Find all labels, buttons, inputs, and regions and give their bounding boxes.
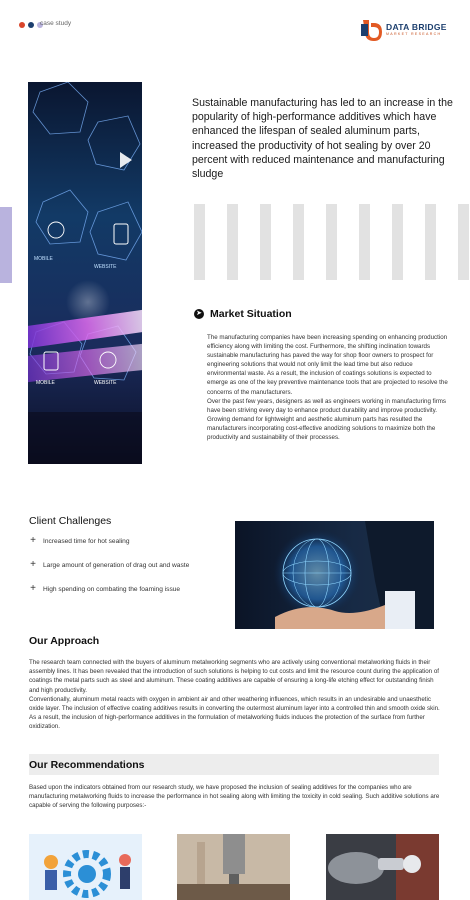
hero-headline: Sustainable manufacturing has led to an increase in the popularity of high-performance additives which have enhanced the lifespan of sealed aluminum parts, increased the productivity of hot sealing by over 20 percent with reduced maintenance and manufacturing sludge bbox=[192, 97, 453, 181]
globe-hand-image bbox=[235, 521, 434, 629]
decorative-stripes bbox=[194, 204, 470, 280]
thumbnail-machining-image bbox=[177, 834, 290, 900]
market-situation-paragraph-1: The manufacturing companies have been increasing spending on enhancing production efficiency along with limiting the cost. Furthermore, the shifting inclination towards sustainable manufacturing has paved the way for shop floor owners to prospect for engineering solutions that would not only limit the lead time but also reduce environmental waste. As a result, the inclusion of coatings solutions is expected to emerge as one of the key preventive maintenance tools that are projected to resolve the concerns of the manufacturers. bbox=[207, 334, 448, 396]
market-situation-title: Market Situation bbox=[210, 308, 292, 320]
logo-name: DATA BRIDGE bbox=[386, 21, 447, 32]
hero-image bbox=[28, 82, 142, 464]
our-approach-paragraph-2: Conventionally, aluminum metal reacts with oxygen in ambient air and other weathering influences, which results in an undesirable and unaesthetic oxide layer. The inclusion of effective coating additives results in converting the outermost aluminum layer into a controlled thin and smooth oxide skin. As a result, the inclusion of high-performance additives in the formulation of metalworking fluids induces the protection of the surface from further oxidization. bbox=[29, 695, 440, 731]
challenge-item-label: Large amount of generation of drag out and waste bbox=[43, 561, 190, 569]
hero-label-mobile: MOBILE bbox=[34, 256, 53, 262]
brand-logo[interactable] bbox=[360, 18, 447, 42]
case-study-tag: case study bbox=[40, 20, 72, 27]
plus-icon: + bbox=[30, 583, 36, 594]
recommendations-body: Based upon the indicators obtained from our research study, we have proposed the inclusion of sealing additives for the companies who are manufacturing metalworking fluids to increase the performance in hot sealing along with limiting the toxicity in cold sealing. Such additive solutions are capable of serving the following purposes:- bbox=[29, 784, 440, 810]
challenge-item bbox=[29, 561, 189, 569]
challenge-item bbox=[29, 537, 130, 545]
recommendations-title: Our Recommendations bbox=[29, 759, 145, 771]
market-situation-body bbox=[207, 333, 450, 442]
hero-label-mobile-2: MOBILE bbox=[36, 380, 55, 386]
hero-label-website-2: WEBSITE bbox=[94, 380, 117, 386]
plus-icon: + bbox=[30, 559, 36, 570]
thumbnail-gear-team-image bbox=[29, 834, 142, 900]
our-approach-body bbox=[29, 658, 441, 732]
market-situation-heading bbox=[194, 308, 292, 320]
challenge-item bbox=[29, 585, 180, 593]
client-challenges-title: Client Challenges bbox=[29, 515, 112, 527]
logo-subtitle: MARKET RESEARCH bbox=[386, 32, 442, 37]
market-situation-paragraph-2: Over the past few years, designers as well as engineers working in manufacturing firms have been striving every day to enhance product durability and improve productivity. Growing demand for lightweight and aesthetic aluminum parts has resulted the manufacturers incorporating cost-effective anodizing solutions to maximize both the productivity and sustainability of their processes. bbox=[207, 397, 447, 442]
challenge-item-label: High spending on combating the foaming issue bbox=[43, 585, 181, 593]
left-accent-bar bbox=[0, 207, 12, 283]
challenge-item-label: Increased time for hot sealing bbox=[43, 537, 130, 545]
dot-red bbox=[19, 22, 25, 28]
arrow-right-circle-icon: ➤ bbox=[194, 309, 204, 319]
our-approach-paragraph-1: The research team connected with the buyers of aluminum metalworking segments who are actively using conventional metalworking fluids in their assembly lines. It has been revealed that the introduction of such solutions is helping to cut costs and limit the resource count during the application of coatings the metal parts such as steel and aluminum. These coating additives are capable of ensuring a long-life etching effect for outstanding finish and high productivity. bbox=[29, 659, 439, 694]
dot-blue bbox=[28, 22, 34, 28]
hero-label-website: WEBSITE bbox=[94, 264, 117, 270]
thumbnail-spray-coating-image bbox=[326, 834, 439, 900]
plus-icon: + bbox=[30, 535, 36, 546]
our-approach-title: Our Approach bbox=[29, 635, 100, 647]
db-logo-icon bbox=[360, 18, 382, 42]
